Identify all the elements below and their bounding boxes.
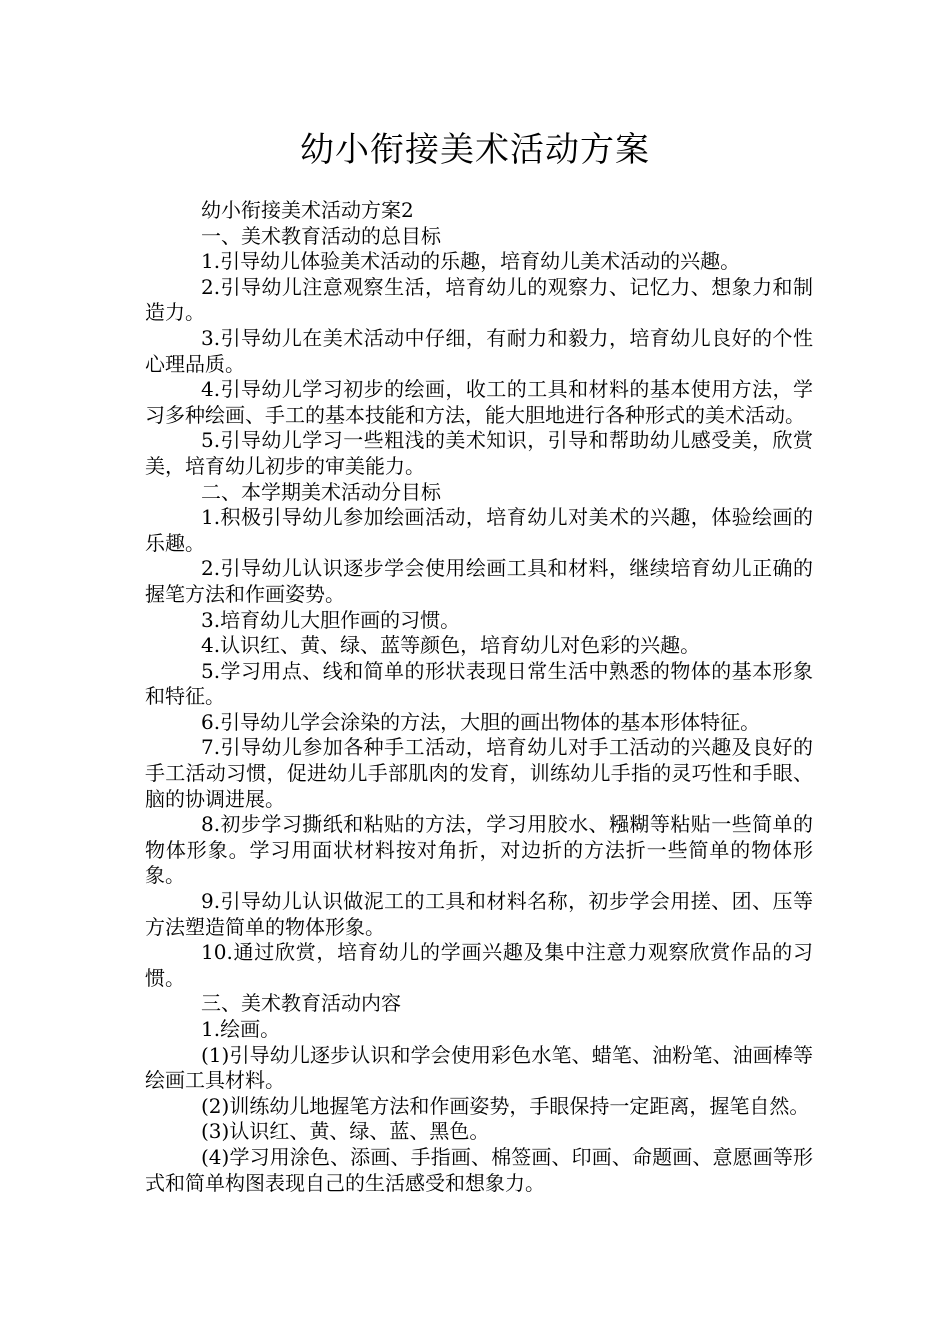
paragraph: 5.引导幼儿学习一些粗浅的美术知识，引导和帮助幼儿感受美，欣赏美，培育幼儿初步的审美能力。 (145, 428, 813, 478)
paragraph: 7.引导幼儿参加各种手工活动，培育幼儿对手工活动的兴趣及良好的手工活动习惯，促进幼儿手部肌肉的发育，训练幼儿手指的灵巧性和手眼、脑的协调进展。 (145, 735, 813, 811)
paragraph: (2)训练幼儿地握笔方法和作画姿势，手眼保持一定距离，握笔自然。 (201, 1093, 810, 1118)
paragraph: (4)学习用涂色、添画、手指画、棉签画、印画、命题画、意愿画等形式和简单构图表现自己的生活感受和想象力。 (145, 1144, 813, 1195)
paragraph: 4.引导幼儿学习初步的绘画，收工的工具和材料的基本使用方法，学习多种绘画、手工的基本技能和方法，能大胆地进行各种形式的美术活动。 (145, 377, 813, 427)
paragraph: 1.引导幼儿体验美术活动的乐趣，培育幼儿美术活动的兴趣。 (201, 249, 741, 274)
paragraph: 3.引导幼儿在美术活动中仔细，有耐力和毅力，培育幼儿良好的个性心理品质。 (145, 325, 813, 376)
paragraph: 6.引导幼儿学会涂染的方法，大胆的画出物体的基本形体特征。 (201, 709, 761, 734)
section-heading-2: 二、本学期美术活动分目标 (201, 479, 441, 504)
paragraph: 3.培育幼儿大胆作画的习惯。 (201, 607, 461, 632)
paragraph: 1.积极引导幼儿参加绘画活动，培育幼儿对美术的兴趣，体验绘画的乐趣。 (145, 505, 813, 555)
paragraph: 10.通过欣赏，培育幼儿的学画兴趣及集中注意力观察欣赏作品的习惯。 (145, 940, 813, 990)
paragraph: 2.引导幼儿认识逐步学会使用绘画工具和材料，继续培育幼儿正确的握笔方法和作画姿势。 (145, 556, 813, 606)
paragraph: 8.初步学习撕纸和粘贴的方法，学习用胶水、糨糊等粘贴一些简单的物体形象。学习用面状材料按对角折，对边折的方法折一些简单的物体形象。 (145, 812, 813, 888)
section-heading-1: 一、美术教育活动的总目标 (201, 223, 441, 248)
paragraph: (3)认识红、黄、绿、蓝、黑色。 (201, 1119, 490, 1144)
paragraph: (1)引导幼儿逐步认识和学会使用彩色水笔、蜡笔、油粉笔、油画棒等绘画工具材料。 (145, 1042, 813, 1093)
paragraph: 2.引导幼儿注意观察生活，培育幼儿的观察力、记忆力、想象力和制造力。 (145, 274, 813, 325)
paragraph: 1.绘画。 (201, 1017, 281, 1041)
paragraph-subtitle: 幼小衔接美术活动方案2 (201, 198, 414, 222)
section-heading-3: 三、美术教育活动内容 (201, 991, 401, 1016)
paragraph: 5.学习用点、线和简单的形状表现日常生活中熟悉的物体的基本形象和特征。 (145, 658, 813, 709)
document-body (145, 198, 813, 1196)
document-title: 幼小衔接美术活动方案 (300, 130, 650, 170)
paragraph: 4.认识红、黄、绿、蓝等颜色，培育幼儿对色彩的兴趣。 (201, 633, 701, 658)
paragraph: 9.引导幼儿认识做泥工的工具和材料名称，初步学会用搓、团、压等方法塑造简单的物体形象。 (145, 889, 813, 939)
